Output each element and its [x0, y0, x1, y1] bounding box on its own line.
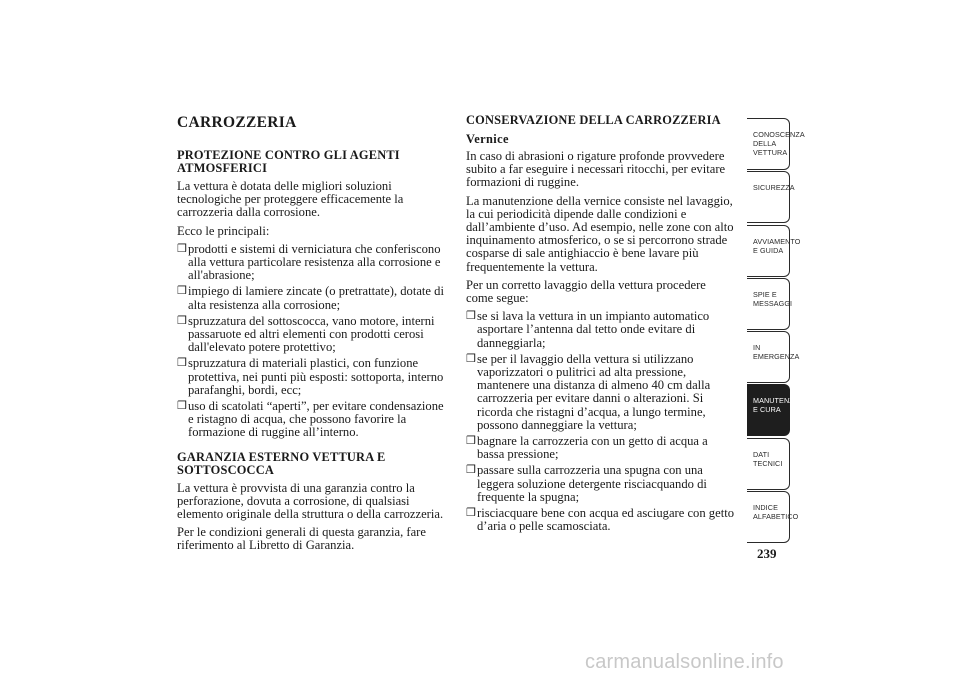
right-column: [466, 114, 734, 536]
protection-list: [177, 243, 445, 440]
section-title: CARROZZERIA: [177, 114, 297, 131]
paragraph-garanzia-1: La vettura è provvista di una garanzia contro la perforazione, dovuta a corrosione, di qualsiasi elemento originale della struttura o della carrozzeria.: [177, 480, 444, 522]
checkbox-bullet-icon: ❒: [177, 357, 187, 370]
checkbox-bullet-icon: ❒: [466, 507, 476, 520]
left-column: [177, 114, 445, 558]
list-item: ❒ impiego di lamiere zincate (o pretrattate), dotate di alta resistenza alla corrosione;: [177, 284, 444, 312]
list-item: ❒ uso di scatolati “aperti”, per evitare condensazione e ristagno di acqua, che possono favorire la formazione di ruggine all’interno.: [177, 399, 444, 440]
checkbox-bullet-icon: ❒: [466, 352, 476, 365]
tab-in-emergenza[interactable]: IN EMERGENZA: [747, 331, 790, 383]
tab-dati-tecnici[interactable]: DATI TECNICI: [747, 438, 790, 490]
washing-list: [466, 310, 734, 533]
checkbox-bullet-icon: ❒: [177, 285, 187, 298]
checkbox-bullet-icon: ❒: [177, 400, 187, 413]
paragraph-lead: Ecco le principali:: [177, 223, 270, 238]
section-heading-conservazione: CONSERVAZIONE DELLA CARROZZERIA: [466, 113, 721, 127]
watermark: carmanualsonline.info: [585, 651, 784, 673]
tab-spie-e-messaggi[interactable]: SPIE E MESSAGGI: [747, 278, 790, 330]
paragraph-garanzia-2: Per le condizioni generali di questa garanzia, fare riferimento al Libretto di Garanzia.: [177, 525, 426, 553]
tab-sicurezza[interactable]: SICUREZZA: [747, 171, 790, 223]
checkbox-bullet-icon: ❒: [177, 314, 187, 327]
tab-indice-alfabetico[interactable]: INDICE ALFABETICO: [747, 491, 790, 543]
checkbox-bullet-icon: ❒: [466, 464, 476, 477]
paragraph-abrasioni: In caso di abrasioni o rigature profonde provvedere subito a far eseguire i necessari ritocchi, per evitare formazioni di ruggine.: [466, 149, 726, 190]
list-item: ❒ bagnare la carrozzeria con un getto di acqua a bassa pressione;: [466, 434, 708, 462]
tab-manutenzione-e-cura[interactable]: MANUTENZIONE E CURA: [747, 384, 790, 436]
tab-conoscenza-della-vettura[interactable]: CONOSCENZA DELLA VETTURA: [747, 118, 790, 170]
paragraph-manutenzione: La manutenzione della vernice consiste nel lavaggio, la cui periodicità dipende dalle condizioni e dall’ambiente d’uso. Ad esempio, nelle zone con alto inquinamento atmosferico, o se si percorrono strade cosparse di sale antighiaccio è bene lavare più frequentemente la vettura.: [466, 193, 734, 274]
chapter-tabs: [747, 118, 812, 544]
list-item: ❒ spruzzatura del sottoscocca, vano motore, interni passaruote ed altri elementi con prodotti cerosi dall'elevato potere protettivo;: [177, 313, 435, 355]
paragraph-intro: La vettura è dotata delle migliori soluzioni tecnologiche per proteggere efficacemente la carrozzeria dalla corrosione.: [177, 179, 404, 220]
tab-avviamento-e-guida[interactable]: AVVIAMENTO E GUIDA: [747, 225, 790, 277]
section-heading-garanzia: GARANZIA ESTERNO VETTURA E SOTTOSCOCCA: [177, 449, 386, 477]
paragraph-lavaggio: Per un corretto lavaggio della vettura procedere come segue:: [466, 277, 706, 306]
section-heading-protezione: PROTEZIONE CONTRO GLI AGENTI ATMOSFERICI: [177, 148, 400, 175]
list-item: ❒ se si lava la vettura in un impianto automatico asportare l’antenna dal tetto onde evitare di danneggiarla;: [466, 309, 710, 350]
list-item: ❒ se per il lavaggio della vettura si utilizzano vaporizzatori o pulitrici ad alta pressione, mantenere una distanza di almeno 40 cm dalla carrozzeria per evitare danni o alterazioni. Si ricorda che ristagni d’acqua, a lungo termine, possono danneggiare la vettura;: [466, 351, 711, 432]
page-number: 239: [757, 546, 777, 561]
list-item: ❒ spruzzatura di materiali plastici, con funzione protettiva, nei punti più esposti: sottoporta, interno parafanghi, bordi, ecc;: [177, 356, 444, 397]
checkbox-bullet-icon: ❒: [466, 310, 476, 323]
checkbox-bullet-icon: ❒: [466, 435, 476, 448]
checkbox-bullet-icon: ❒: [177, 242, 187, 255]
subheading-vernice: Vernice: [466, 132, 509, 146]
list-item: ❒ passare sulla carrozzeria una spugna con una leggera soluzione detergente risciacquando di frequente la spugna;: [466, 463, 707, 504]
list-item: ❒ risciacquare bene con acqua ed asciugare con getto d’aria o pelle scamosciata.: [466, 506, 734, 534]
list-item: ❒ prodotti e sistemi di verniciatura che conferiscono alla vettura particolare resistenza alla corrosione e all'abrasione;: [177, 241, 441, 283]
